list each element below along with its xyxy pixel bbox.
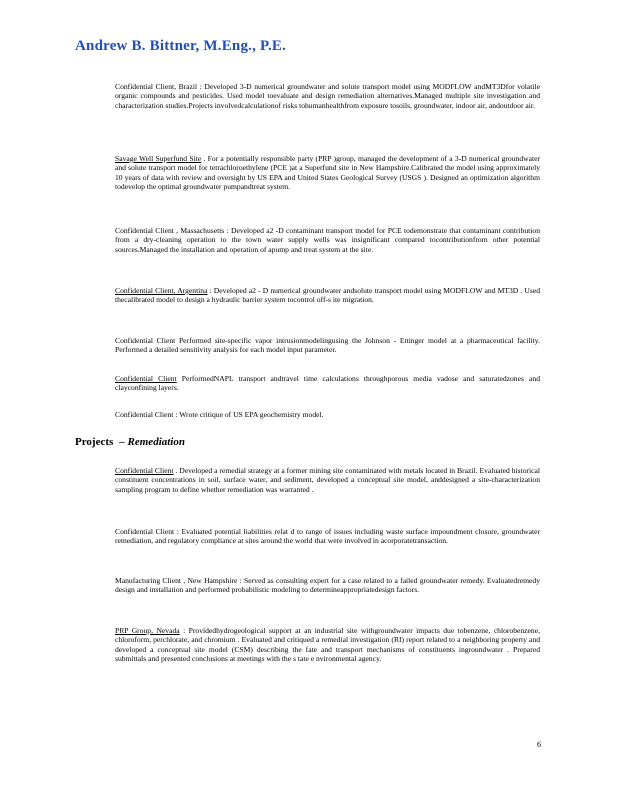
experience-paragraph-3 [115, 226, 540, 254]
experience-paragraph-5 [115, 336, 540, 355]
paragraph-text: Confidential Client, Brazil : Developed 3-D numerical groundwater and solute transport model using MODFLOW andMT3Dfor volatile organic compounds and pesticides. Used model toevaluate and design remediation alternatives.Managed multiple site investigation and characterization studies.Projects involvedcalculationof risks tohumanhealthfrom exposure tosoils, groundwater, indoor air, andoutdoor air. [115, 82, 540, 110]
paragraph-lead: Confidential Client, Argentina [115, 286, 208, 295]
paragraph-text: . Developed a remedial strategy at a former mining site contaminated with metals located in Brazil. Evaluated historical constituent concentrations in soil, surface water, and sediment, developed a conceptual site model, anddesigned a site-characterization sampling program to define whether remediation was warranted . [115, 466, 541, 494]
section-heading-projects [75, 436, 185, 448]
experience-paragraph-6 [115, 374, 540, 393]
paragraph-text: Confidential Client : Wrote critique of US EPA geochemistry model. [115, 410, 324, 419]
paragraph-text: : Developed a2 - D numerical groundwater andsolute transport model using MODFLOW and MT3D . Used thecalibrated model to design a hydraulic barrier system tocontrol off-s ite migration. [115, 286, 540, 305]
paragraph-lead: PRP Group, Nevada [115, 626, 180, 635]
paragraph-text: Confidential Client Performed site-specific vapor intrusionmodelingusing the Johnson - Ettinger model at a pharmaceutical facility. Performed a detailed sensitivity analysis for each model input parameter. [115, 336, 540, 355]
paragraph-text: Confidential Client , Massachusetts : Developed a2 -D contaminant transport model for PCE todemonstrate that contaminant contribution from a dry-cleaning operation to the town water supply wells was insignificant compared tocontributionfrom other potential sources.Managed the installation and operation of apump and treat system at the site. [115, 226, 540, 254]
paragraph-text: PerformedNAPL transport andtravel time calculations throughporous media vadose and saturatedzones and clayconfining layers. [115, 374, 540, 393]
experience-paragraph-2 [115, 154, 540, 192]
page-number: 6 [537, 740, 541, 749]
paragraph-lead: Confidential Client [115, 374, 177, 383]
experience-paragraph-4 [115, 286, 540, 305]
paragraph-text: Manufacturing Client , New Hampshire : Served as consulting expert for a case related to a failed groundwater remedy. Evaluatedremedy design and installation and performed probabilistic modeling to determineappropriatedesign factors. [115, 576, 540, 595]
experience-paragraph-7 [115, 410, 540, 419]
project-paragraph-2 [115, 527, 540, 546]
paragraph-lead: Confidential Client [115, 466, 174, 475]
project-paragraph-3 [115, 576, 540, 595]
paragraph-text: : Providedhydrogeological support at an industrial site withgroundwater impacts due tobenzene, chlorobenzene, chloroform, perchlorate, and chromium . Evaluated and critiqued a remedial investigation (RI) report related to a neighboring property and developed a conceptual site model (CSM) describing the fate and transport mechanisms of constituents ingroundwater . Prepared submittals and presented conclusions at meetings with the s tate e nvironmental agency. [115, 626, 540, 664]
author-name: Andrew B. Bittner, M.Eng., P.E. [75, 38, 287, 54]
paragraph-lead: Savage Well Superfund Site [115, 154, 202, 163]
project-paragraph-1 [115, 466, 540, 494]
section-sublabel: – Remediation [119, 436, 185, 448]
paragraph-text: . For a potentially responsible party (PRP )group, managed the development of a 3-D numerical groundwater and solute transport model for tetrachloroethylene (PCE )at a Superfund site in New Hampshire.Calibrated the model using approximately 10 years of data with review and oversight by US EPA and United States Geological Survey (USGS ). Designed an optimization algorithm todevelop the optimal groundwater pumpandtreat system. [115, 154, 540, 192]
experience-paragraph-1 [115, 82, 540, 110]
section-label: Projects [75, 436, 114, 448]
project-paragraph-4 [115, 626, 540, 664]
paragraph-text: Confidential Client : Evaluated potential liabilities relat d to range of issues including waste surface impoundment closure, groundwater remediation, and regulatory compliance at sites around the world that were involved in acorporatetransaction. [115, 527, 540, 546]
